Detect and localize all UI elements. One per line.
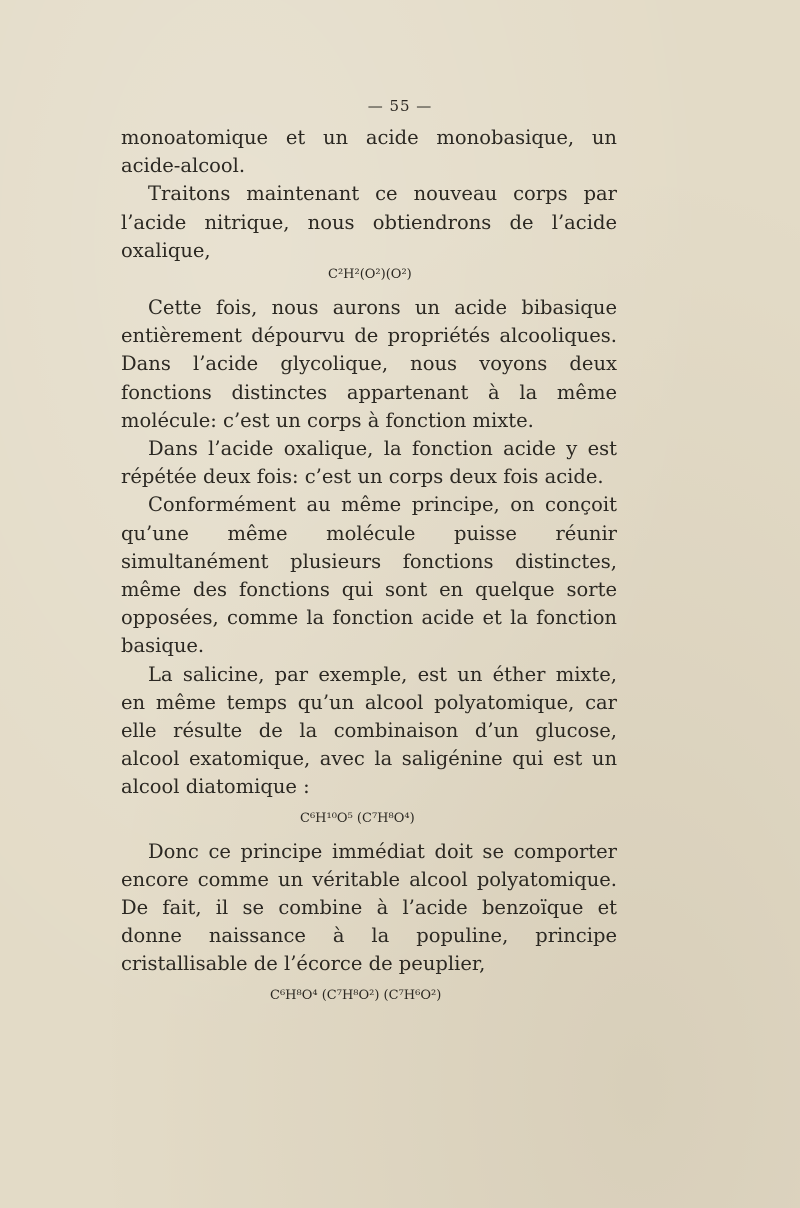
paragraph-7: Donc ce principe immédiat doit se comporter encore comme un véritable alcool polyatomique. De fait, il se combine à l’acide benzoïque et donne naissance à la populine, principe cristallisable de l’écorce de peuplier, [121,839,617,976]
formula-salicine: C⁶H¹⁰O⁵ (C⁷H⁸O⁴) [300,810,415,826]
formula-oxalic-acid: C²H²(O²)(O²) [328,267,412,283]
page-number: — 55 — [367,97,433,115]
paragraph-2: Traitons maintenant ce nouveau corps par l’acide nitrique, nous obtiendrons de l’acide oxalique, [121,182,617,262]
paragraph-4: Dans l’acide oxalique, la fonction acide y est répétée deux fois: c’est un corps deux fois acide. [121,437,617,489]
paragraph-1: monoatomique et un acide monobasique, un acide-alcool. [121,126,617,178]
paragraph-5: Conformément au même principe, on conçoit qu’une même molécule puisse réunir simultanément plusieurs fonctions distinctes, même des fonctions qui sont en quelque sorte opposées, comme la fonction acide et la fonction basique. [121,493,617,658]
paragraph-3: Cette fois, nous aurons un acide bibasique entièrement dépourvu de propriétés alcooliques. Dans l’acide glycolique, nous voyons deux fonctions distinctes appartenant à la même molécule: c’est un corps à fonction mixte. [121,296,617,432]
paragraph-6: La salicine, par exemple, est un éther mixte, en même temps qu’un alcool polyatomique, car elle résulte de la combinaison d’un glucose, alcool exatomique, avec la saligénine qui est un alcool diatomique : [121,662,617,799]
body-text [121,124,617,1002]
formula-populine: C⁶H⁸O⁴ (C⁷H⁸O²) (C⁷H⁶O²) [270,987,442,1003]
